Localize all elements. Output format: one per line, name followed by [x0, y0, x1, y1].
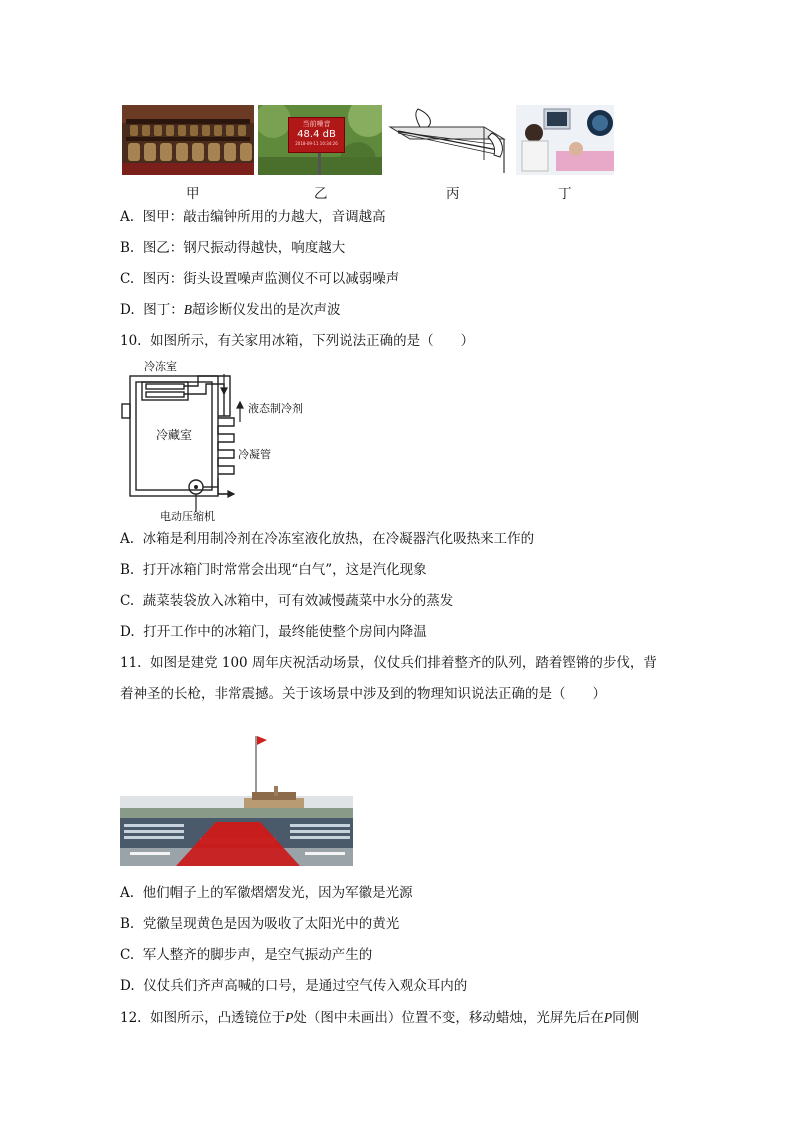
q10-option-a[interactable]	[120, 530, 534, 548]
point-p: P	[603, 1010, 613, 1025]
q10-stem	[120, 332, 474, 350]
noise-sign	[288, 117, 345, 153]
option-text: 他们帽子上的军徽熠熠发光，因为军徽是光源	[142, 885, 413, 901]
caption-ding: 丁	[558, 186, 572, 202]
label-freezer: 冷冻室	[144, 360, 177, 373]
photo-noise-monitor	[258, 105, 382, 175]
option-label: C.	[120, 947, 135, 963]
noise-sign-footer: 2018-09-11 10:34:26	[295, 141, 338, 146]
noise-sign-title: 当前噪音	[302, 120, 331, 128]
point-p: P	[285, 1010, 294, 1025]
q9-option-d[interactable]	[120, 301, 340, 319]
option-label: B.	[120, 240, 135, 256]
option-label: D.	[120, 624, 135, 640]
option-text: 蔬菜装袋放入冰箱中，可有效减慢蔬菜中水分的蒸发	[142, 593, 454, 609]
option-text-post: 超诊断仪发出的是次声波	[191, 302, 341, 318]
option-text-pre: 图丁：	[143, 302, 184, 318]
label-refrigerant: 液态制冷剂	[248, 402, 303, 415]
option-label: D.	[120, 978, 135, 994]
question-number: 12.	[120, 1010, 142, 1026]
question-text: 如图所示，有关家用冰箱，下列说法正确的是（ ）	[150, 333, 475, 349]
option-label: A.	[120, 209, 135, 225]
photo-tiananmen-ceremony	[120, 730, 353, 866]
option-text: 图甲：敲击编钟所用的力越大，音调越高	[142, 209, 386, 225]
q9-option-b[interactable]	[120, 239, 345, 257]
q10-option-b[interactable]	[120, 561, 427, 579]
label-condenser: 冷凝管	[238, 448, 271, 461]
photo-bianzhong-bells	[122, 105, 254, 175]
q9-option-c[interactable]	[120, 270, 399, 288]
q11-stem-line1	[120, 654, 657, 672]
option-text: 冰箱是利用制冷剂在冷冻室液化放热，在冷凝器汽化吸热来工作的	[142, 531, 535, 547]
option-label: A.	[120, 885, 135, 901]
option-text: 图丙：街头设置噪声监测仪不可以减弱噪声	[142, 271, 400, 287]
q12-stem	[120, 1009, 639, 1027]
photo-b-ultrasound	[516, 105, 614, 175]
question-text-c: 同侧	[612, 1010, 640, 1026]
q9-option-a[interactable]	[120, 208, 386, 226]
option-text: 党徽呈现黄色是因为吸收了太阳光中的黄光	[142, 916, 400, 932]
option-label: C.	[120, 271, 135, 287]
question-text: 着神圣的长枪，非常震撼。关于该场景中涉及到的物理知识说法正确的是（ ）	[120, 686, 606, 702]
option-text: 图乙：钢尺振动得越快，响度越大	[142, 240, 346, 256]
option-text: 军人整齐的脚步声，是空气振动产生的	[142, 947, 373, 963]
option-text: 打开冰箱门时常常会出现“白气”，这是汽化现象	[142, 562, 427, 578]
option-label: D.	[120, 302, 135, 318]
q11-option-b[interactable]	[120, 915, 399, 933]
label-fridge: 冷藏室	[156, 428, 193, 442]
option-text: 仪仗兵们齐声高喊的口号，是通过空气传入观众耳内的	[143, 978, 468, 994]
q11-stem-line2	[120, 685, 606, 703]
q11-option-a[interactable]	[120, 884, 413, 902]
question-text: 如图是建党 100 周年庆祝活动场景，仪仗兵们排着整齐的队列，踏着铿锵的步伐，背	[150, 655, 657, 671]
question-number: 11.	[120, 655, 142, 671]
option-text: 打开工作中的冰箱门，最终能使整个房间内降温	[143, 624, 427, 640]
illustration-steel-ruler	[388, 105, 514, 175]
q11-option-c[interactable]	[120, 946, 372, 964]
fridge-diagram	[120, 356, 310, 521]
q10-option-d[interactable]	[120, 623, 427, 641]
q10-option-c[interactable]	[120, 592, 453, 610]
option-label: B.	[120, 562, 135, 578]
question-number: 10.	[120, 333, 142, 349]
caption-bing: 丙	[446, 186, 460, 202]
option-label: C.	[120, 593, 135, 609]
label-compressor: 电动压缩机	[160, 510, 215, 523]
caption-yi: 乙	[314, 186, 328, 202]
question-text-b: 处（图中未画出）位置不变，移动蜡烛，光屏先后在	[293, 1010, 604, 1026]
q11-option-d[interactable]	[120, 977, 467, 995]
option-label: A.	[120, 531, 135, 547]
caption-jia: 甲	[186, 186, 200, 202]
noise-sign-value: 48.4 dB	[297, 129, 336, 140]
option-text-italic: B	[183, 302, 192, 317]
question-text-a: 如图所示，凸透镜位于	[150, 1010, 286, 1026]
option-label: B.	[120, 916, 135, 932]
